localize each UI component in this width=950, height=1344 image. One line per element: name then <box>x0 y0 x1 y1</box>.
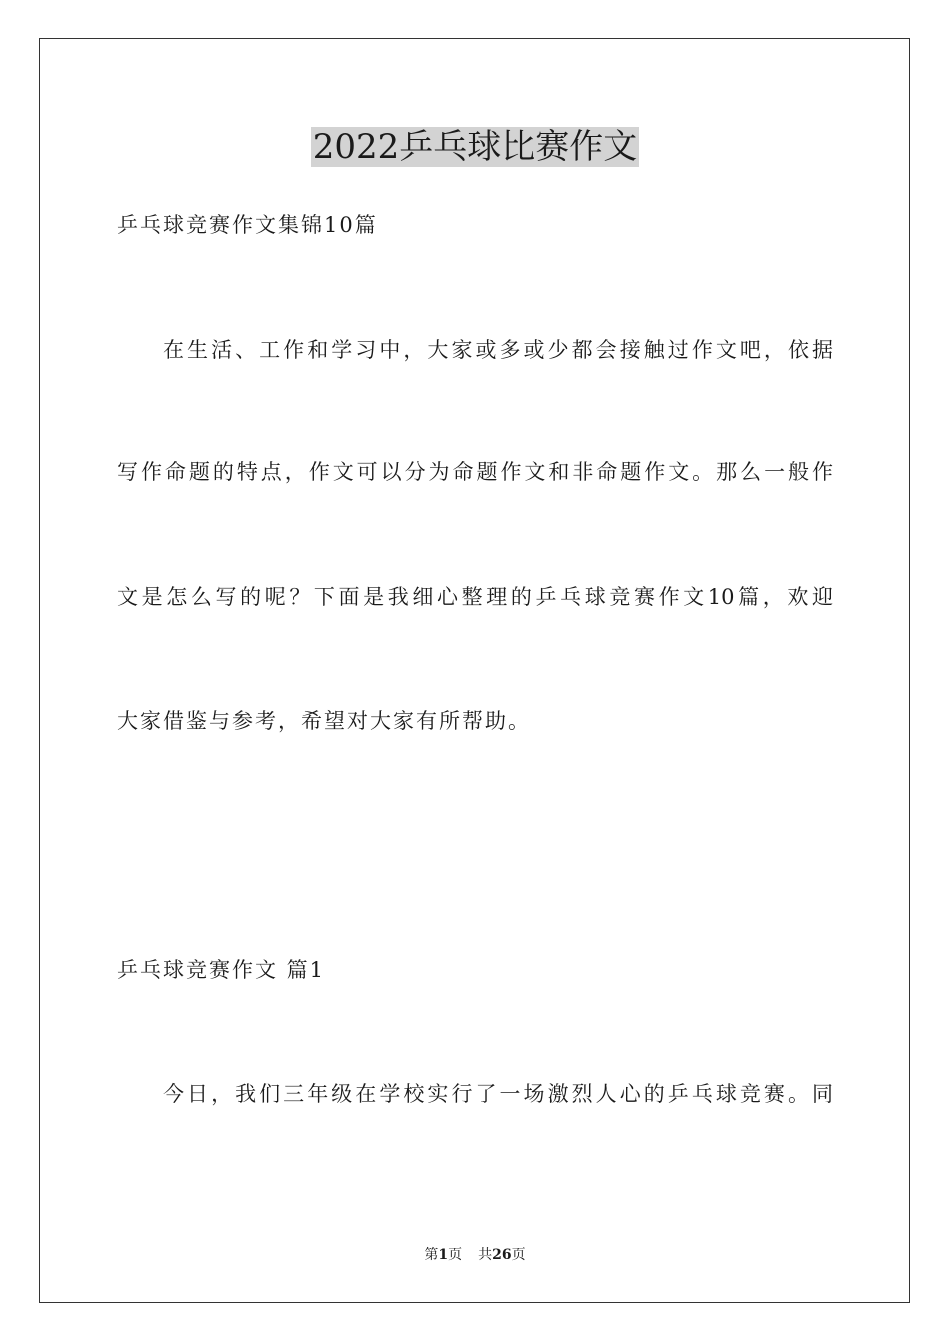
document-subtitle: 乒乓球竞赛作文集锦10篇 <box>117 213 378 237</box>
footer-page-suffix: 页 <box>448 1247 463 1263</box>
intro-line-3: 文是怎么写的呢？下面是我细心整理的乒乓球竞赛作文10篇，欢迎 <box>117 585 833 609</box>
footer-total-prefix: 共 <box>478 1247 493 1263</box>
intro-line-2: 写作命题的特点，作文可以分为命题作文和非命题作文。那么一般作 <box>117 460 833 484</box>
intro-line-4: 大家借鉴与参考，希望对大家有所帮助。 <box>117 709 531 733</box>
document-title <box>0 124 950 170</box>
section-body-line-1: 今日，我们三年级在学校实行了一场激烈人心的乒乓球竞赛。同 <box>163 1082 833 1106</box>
document-title-text: 2022乒乓球比赛作文 <box>312 127 638 167</box>
intro-line-1: 在生活、工作和学习中，大家或多或少都会接触过作文吧，依据 <box>163 338 833 362</box>
page-footer <box>0 1245 950 1265</box>
footer-page-prefix: 第 <box>424 1247 439 1263</box>
footer-total-pages: 26 <box>492 1247 512 1263</box>
footer-page-number: 1 <box>438 1247 449 1263</box>
footer-total-suffix: 页 <box>511 1247 526 1263</box>
section-heading: 乒乓球竞赛作文 篇1 <box>117 958 326 982</box>
